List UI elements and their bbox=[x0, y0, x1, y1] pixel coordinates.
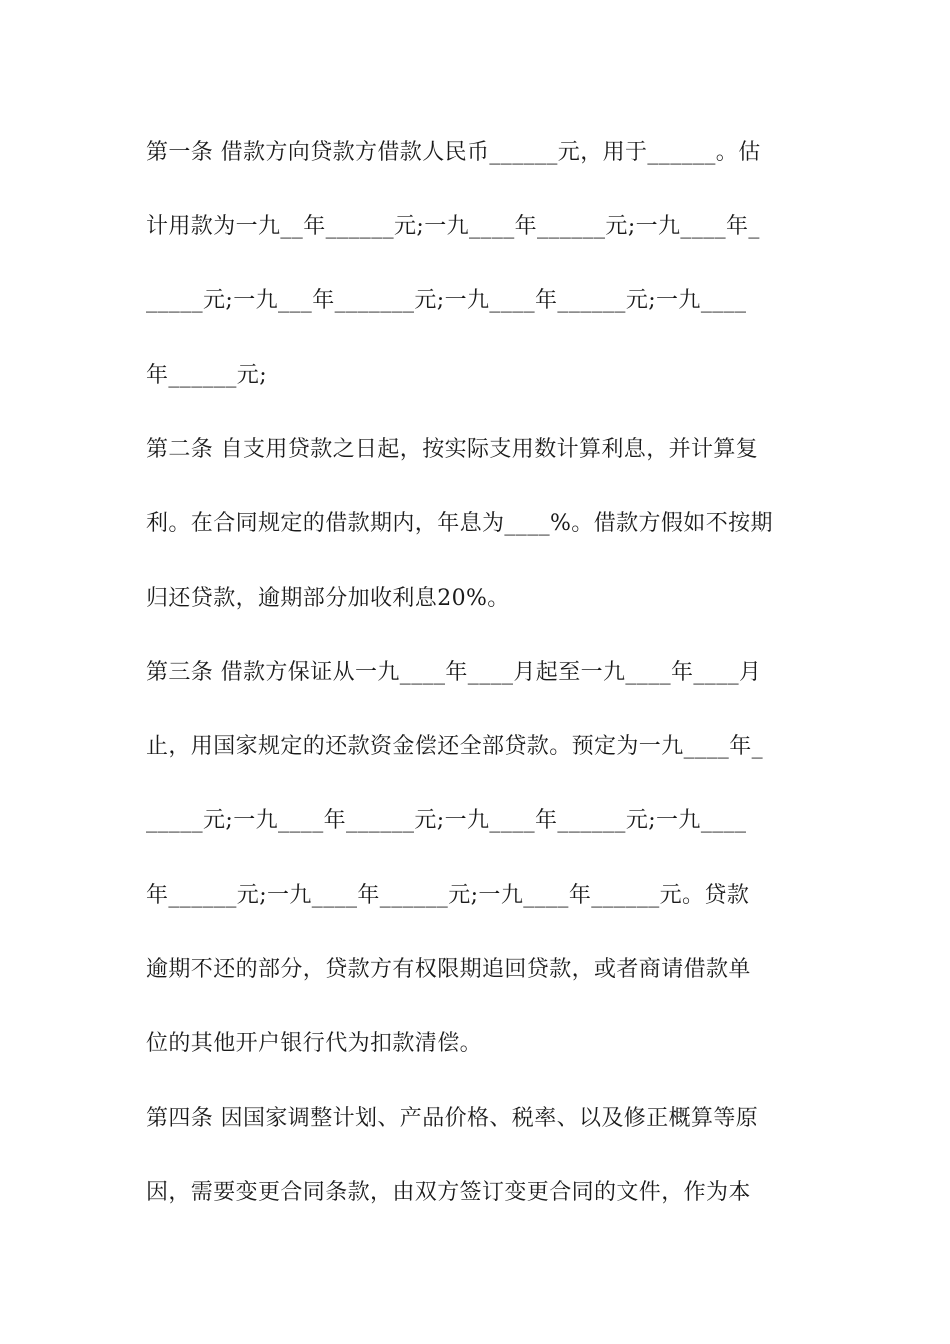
article-3-line-6: 位的其他开户银行代为扣款清偿。 bbox=[146, 1031, 483, 1056]
article-2-line-2: 利。在合同规定的借款期内，年息为____%。借款方假如不按期 bbox=[146, 511, 773, 536]
article-2-line-3: 归还贷款，逾期部分加收利息20%。 bbox=[146, 586, 510, 611]
article-3-line-4: 年______元;一九____年______元;一九____年______元。贷款 bbox=[146, 883, 750, 908]
article-2-line-1: 第二条 自支用贷款之日起，按实际支用数计算利息，并计算复 bbox=[146, 437, 759, 462]
article-3-line-3: _____元;一九____年______元;一九____年______元;一九____ bbox=[146, 808, 747, 833]
article-1-line-3: _____元;一九___年_______元;一九____年______元;一九____ bbox=[146, 288, 747, 313]
article-3-line-1: 第三条 借款方保证从一九____年____月起至一九____年____月 bbox=[146, 660, 762, 685]
article-4-line-1: 第四条 因国家调整计划、产品价格、税率、以及修正概算等原 bbox=[146, 1106, 759, 1131]
article-1-line-4: 年______元; bbox=[146, 363, 268, 388]
article-1-line-2: 计用款为一九__年______元;一九____年______元;一九____年_ bbox=[146, 214, 760, 239]
article-1-line-1: 第一条 借款方向贷款方借款人民币______元，用于______。估 bbox=[146, 140, 761, 165]
article-3-line-5: 逾期不还的部分，贷款方有权限期追回贷款，或者商请借款单 bbox=[146, 957, 751, 982]
article-4-line-2: 因，需要变更合同条款，由双方签订变更合同的文件，作为本 bbox=[146, 1180, 751, 1205]
article-3-line-2: 止，用国家规定的还款资金偿还全部贷款。预定为一九____年_ bbox=[146, 734, 764, 759]
